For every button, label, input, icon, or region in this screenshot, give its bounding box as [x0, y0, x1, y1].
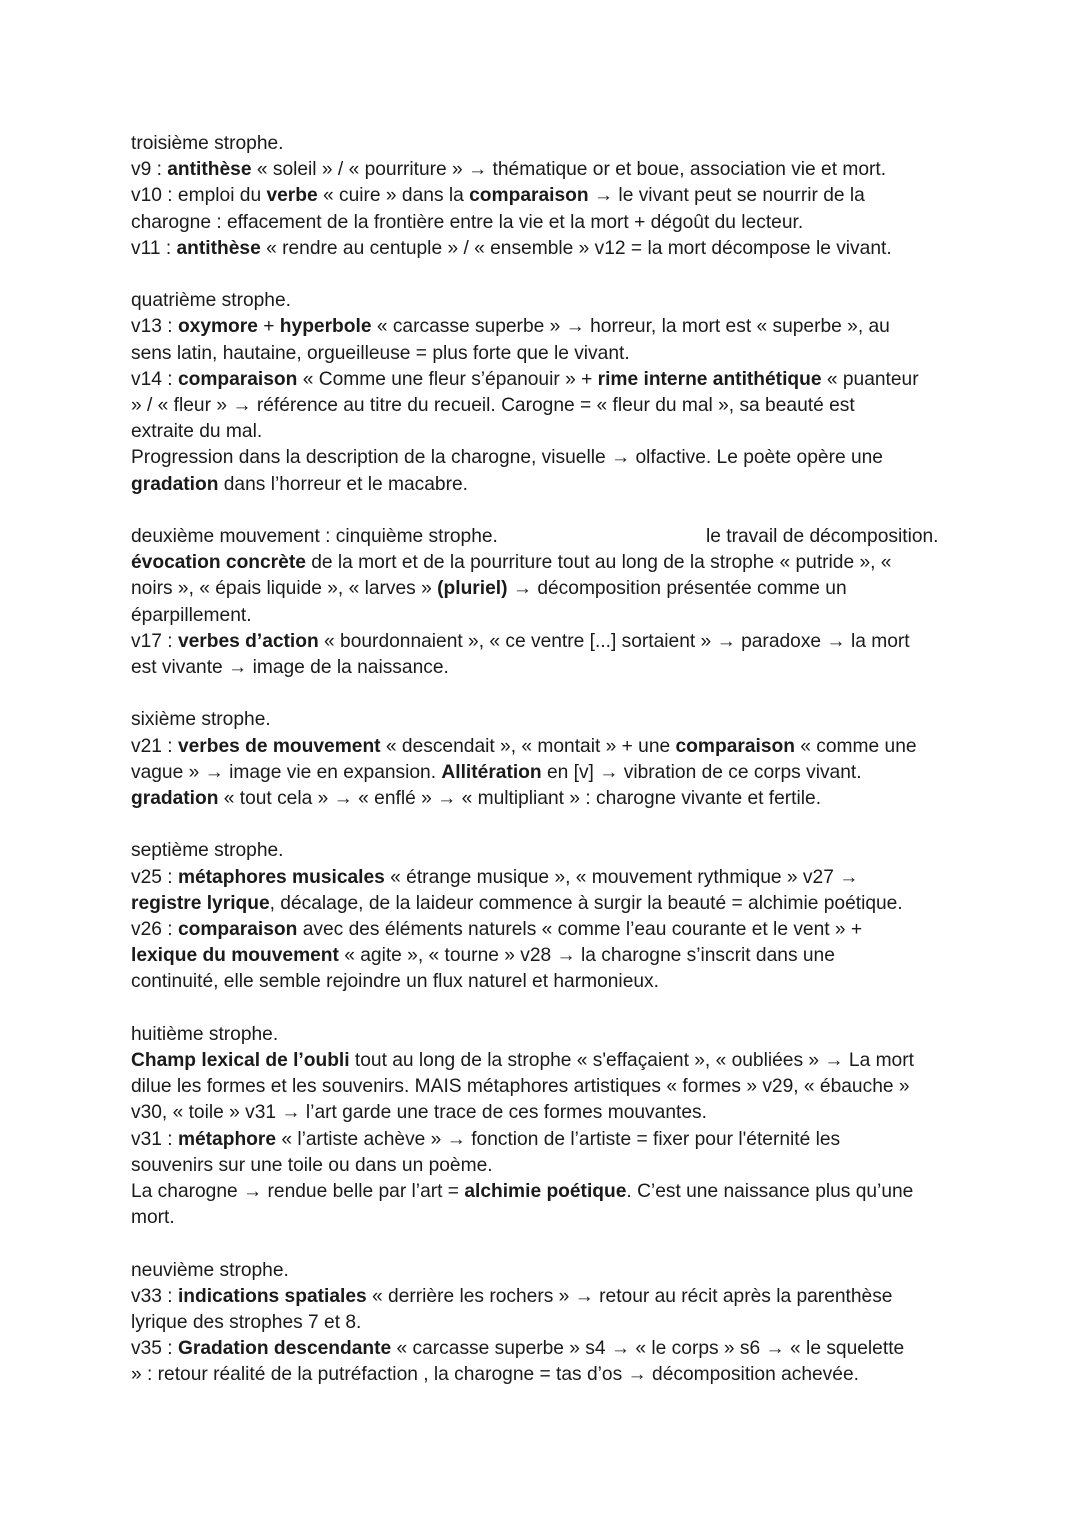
text-segment: de la mort et de la pourriture tout au long de la strophe « putride », « — [305, 552, 892, 574]
text-line — [131, 1179, 980, 1205]
text-segment: huitième strophe. — [131, 1023, 279, 1045]
text-segment: sixième strophe. — [131, 709, 271, 731]
text-segment: , décalage, de la laideur commence à surgir la beauté = alchimie poétique. — [269, 892, 903, 914]
text-segment: dans l’horreur et le macabre. — [218, 473, 468, 495]
text-segment: « carcasse superbe » s4 → « le corps » s6 → « le squelette — [391, 1338, 905, 1360]
text-segment: « bourdonnaient », « ce ventre [...] sortaient » → paradoxe → la mort — [318, 630, 910, 652]
text-line — [131, 943, 980, 969]
text-line — [131, 1336, 980, 1362]
text-line — [131, 210, 980, 236]
text-line — [131, 367, 980, 393]
text-line — [131, 1074, 980, 1100]
text-segment: septième strophe. — [131, 840, 284, 862]
text-segment: « soleil » / « pourriture » → thématique or et boue, association vie et mort. — [251, 159, 887, 181]
text-segment: v17 : — [131, 630, 178, 652]
text-line — [131, 576, 980, 602]
text-segment: « carcasse superbe » → horreur, la mort est « superbe », au — [371, 316, 890, 338]
text-segment: v25 : — [131, 866, 178, 888]
text-line — [131, 472, 980, 498]
bold-term: verbes de mouvement — [177, 735, 381, 757]
text-segment: v13 : — [131, 316, 178, 338]
text-segment: + — [257, 316, 280, 338]
bold-term: hyperbole — [279, 316, 372, 338]
text-segment: v30, « toile » v31 → l’art garde une trace de ces formes mouvantes. — [131, 1102, 707, 1124]
bold-term: (pluriel) — [437, 578, 508, 600]
text-segment: » : retour réalité de la putréfaction , la charogne = tas d’os → décomposition achevée. — [131, 1364, 859, 1386]
text-line — [131, 760, 980, 786]
strophe-section — [131, 707, 980, 812]
text-segment: « derrière les rochers » → retour au récit après la parenthèse — [366, 1285, 893, 1307]
text-segment: « tout cela » → « enflé » → « multipliant » : charogne vivante et fertile. — [218, 788, 822, 810]
text-line — [131, 157, 980, 183]
text-segment: v21 : — [131, 735, 178, 757]
text-line — [131, 734, 980, 760]
bold-term: antithèse — [176, 237, 261, 259]
bold-term: Allitération — [441, 761, 542, 783]
text-segment: continuité, elle semble rejoindre un flux naturel et harmonieux. — [131, 971, 659, 993]
bold-term: lexique du mouvement — [131, 945, 339, 967]
strophe-section — [131, 838, 980, 995]
text-line — [131, 786, 980, 812]
text-line — [131, 1362, 980, 1388]
text-line — [131, 1100, 980, 1126]
text-segment: deuxième mouvement : cinquième strophe. — [131, 526, 498, 548]
text-segment: « puanteur — [821, 368, 919, 390]
text-segment: « étrange musique », « mouvement rythmique » v27 → — [384, 866, 859, 888]
section-heading — [131, 288, 980, 314]
text-segment: v35 : — [131, 1338, 178, 1360]
bold-term: oxymore — [177, 316, 258, 338]
bold-term: métaphores musicales — [177, 866, 385, 888]
text-segment: La charogne → rendue belle par l’art = — [131, 1181, 465, 1203]
text-line — [131, 891, 980, 917]
bold-term: gradation — [131, 788, 219, 810]
text-segment: troisième strophe. — [131, 133, 284, 154]
text-line — [131, 1048, 980, 1074]
text-segment: v31 : — [131, 1128, 178, 1150]
text-segment: extraite du mal. — [131, 421, 263, 443]
text-segment: → décomposition présentée comme un — [507, 578, 847, 600]
text-segment: v33 : — [131, 1285, 178, 1307]
text-line — [131, 969, 980, 995]
text-segment: sens latin, hautaine, orgueilleuse = plus forte que le vivant. — [131, 342, 630, 364]
text-segment: « cuire » dans la — [317, 185, 470, 207]
bold-term: comparaison — [177, 368, 298, 390]
text-segment: v14 : — [131, 368, 178, 390]
text-line — [131, 445, 980, 471]
bold-term: rime interne antithétique — [597, 368, 822, 390]
bold-term: verbe — [266, 185, 318, 207]
bold-term: comparaison — [177, 919, 298, 941]
text-line — [131, 236, 980, 262]
bold-term: Gradation descendante — [177, 1338, 392, 1360]
text-segment: quatrième strophe. — [131, 290, 291, 312]
bold-term: évocation concrète — [131, 552, 306, 574]
bold-term: antithèse — [167, 159, 252, 181]
text-segment: Progression dans la description de la charogne, visuelle → olfactive. Le poète opère une — [131, 447, 883, 469]
section-heading — [131, 1258, 980, 1284]
text-line — [131, 341, 980, 367]
text-segment: » / « fleur » → référence au titre du recueil. Carogne = « fleur du mal », sa beauté est — [131, 395, 855, 417]
text-segment: éparpillement. — [131, 604, 252, 626]
text-segment: « comme une — [794, 735, 917, 757]
strophe-section — [131, 1022, 980, 1232]
text-segment: « Comme une fleur s’épanouir » + — [297, 368, 598, 390]
text-segment: dilue les formes et les souvenirs. MAIS métaphores artistiques « formes » v29, « ébauche » — [131, 1076, 910, 1098]
section-heading — [131, 1022, 980, 1048]
text-line — [131, 550, 980, 576]
bold-term: gradation — [131, 473, 219, 495]
text-segment: noirs », « épais liquide », « larves » — [131, 578, 438, 600]
text-line — [131, 1153, 980, 1179]
strophe-section — [131, 131, 980, 262]
text-line — [131, 1205, 980, 1231]
text-line — [131, 655, 980, 681]
text-line — [131, 183, 980, 209]
text-line — [131, 1127, 980, 1153]
text-segment: souvenirs sur une toile ou dans un poème. — [131, 1154, 493, 1176]
text-line — [131, 393, 980, 419]
text-segment: → le vivant peut se nourrir de la — [588, 185, 865, 207]
text-segment: tout au long de la strophe « s'effaçaient », « oubliées » → La mort — [349, 1050, 914, 1072]
text-segment: vague » → image vie en expansion. — [131, 761, 442, 783]
text-line — [131, 917, 980, 943]
strophe-section — [131, 1258, 980, 1389]
text-line — [131, 1310, 980, 1336]
text-segment: « l’artiste achève » → fonction de l’artiste = fixer pour l'éternité les — [276, 1128, 841, 1150]
strophe-section — [131, 288, 980, 498]
text-segment: charogne : effacement de la frontière entre la vie et la mort + dégoût du lecteur. — [131, 211, 804, 233]
text-segment: . C’est une naissance plus qu’une — [626, 1181, 914, 1203]
text-line — [131, 865, 980, 891]
bold-term: comparaison — [469, 185, 589, 207]
section-heading — [131, 131, 980, 157]
text-segment: v26 : — [131, 919, 178, 941]
text-line — [131, 1284, 980, 1310]
text-segment: est vivante → image de la naissance. — [131, 657, 449, 679]
text-segment: en [v] → vibration de ce corps vivant. — [541, 761, 862, 783]
bold-term: indications spatiales — [177, 1285, 367, 1307]
text-line — [131, 629, 980, 655]
section-heading — [131, 707, 980, 733]
side-note: le travail de décomposition. — [706, 526, 939, 548]
document-body — [131, 131, 980, 1389]
strophe-section — [131, 524, 980, 681]
section-heading — [131, 524, 980, 550]
bold-term: verbes d’action — [177, 630, 319, 652]
section-heading — [131, 838, 980, 864]
bold-term: métaphore — [177, 1128, 277, 1150]
text-line — [131, 603, 980, 629]
bold-term: registre lyrique — [131, 892, 270, 914]
text-segment: « agite », « tourne » v28 → la charogne s’inscrit dans une — [338, 945, 835, 967]
text-segment: avec des éléments naturels « comme l’eau courante et le vent » + — [297, 919, 863, 941]
text-line — [131, 314, 980, 340]
text-segment: v10 : emploi du — [131, 185, 267, 207]
text-segment: v9 : — [131, 159, 168, 181]
text-segment: v11 : — [131, 237, 177, 259]
bold-term: Champ lexical de l’oubli — [131, 1050, 350, 1072]
text-segment: mort. — [131, 1207, 175, 1229]
text-segment: lyrique des strophes 7 et 8. — [131, 1312, 362, 1334]
text-segment: neuvième strophe. — [131, 1259, 289, 1281]
text-segment: « rendre au centuple » / « ensemble » v12 = la mort décompose le vivant. — [260, 237, 892, 259]
text-segment: « descendait », « montait » + une — [380, 735, 676, 757]
bold-term: comparaison — [675, 735, 795, 757]
bold-term: alchimie poétique — [464, 1181, 627, 1203]
text-line — [131, 419, 980, 445]
